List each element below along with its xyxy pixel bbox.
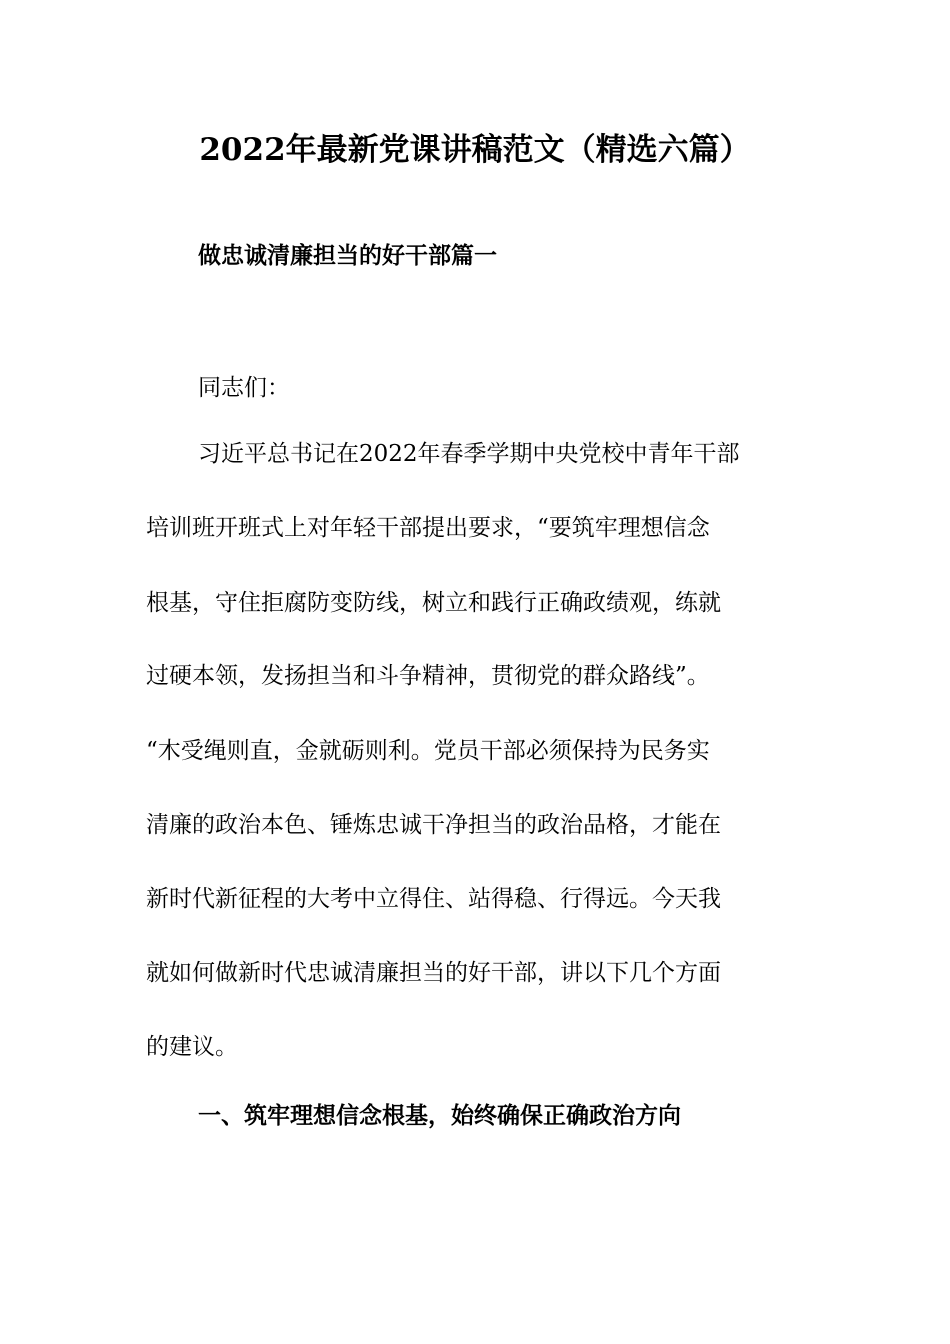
paragraph-line: 培训班开班式上对年轻干部提出要求，“要筑牢理想信念 <box>146 515 710 541</box>
paragraph-line: 习近平总书记在2022年春季学期中央党校中青年干部 <box>198 441 740 467</box>
salutation: 同志们： <box>198 375 290 401</box>
paragraph-line: 的建议。 <box>146 1034 238 1060</box>
paragraph-line: 清廉的政治本色、锤炼忠诚干净担当的政治品格，才能在 <box>146 812 721 838</box>
section-heading: 做忠诚清廉担当的好干部篇一 <box>198 242 497 269</box>
subheading: 一、筑牢理想信念根基，始终确保正确政治方向 <box>198 1102 681 1129</box>
paragraph-line: “木受绳则直，金就砺则利。党员干部必须保持为民务实 <box>146 738 710 764</box>
paragraph-line: 就如何做新时代忠诚清廉担当的好干部，讲以下几个方面 <box>146 960 721 986</box>
document-title: 2022年最新党课讲稿范文（精选六篇） <box>199 132 751 168</box>
paragraph-line: 新时代新征程的大考中立得住、站得稳、行得远。今天我 <box>146 886 721 912</box>
paragraph-line: 过硬本领，发扬担当和斗争精神，贯彻党的群众路线”。 <box>146 663 710 689</box>
paragraph-line: 根基，守住拒腐防变防线，树立和践行正确政绩观，练就 <box>146 590 721 616</box>
